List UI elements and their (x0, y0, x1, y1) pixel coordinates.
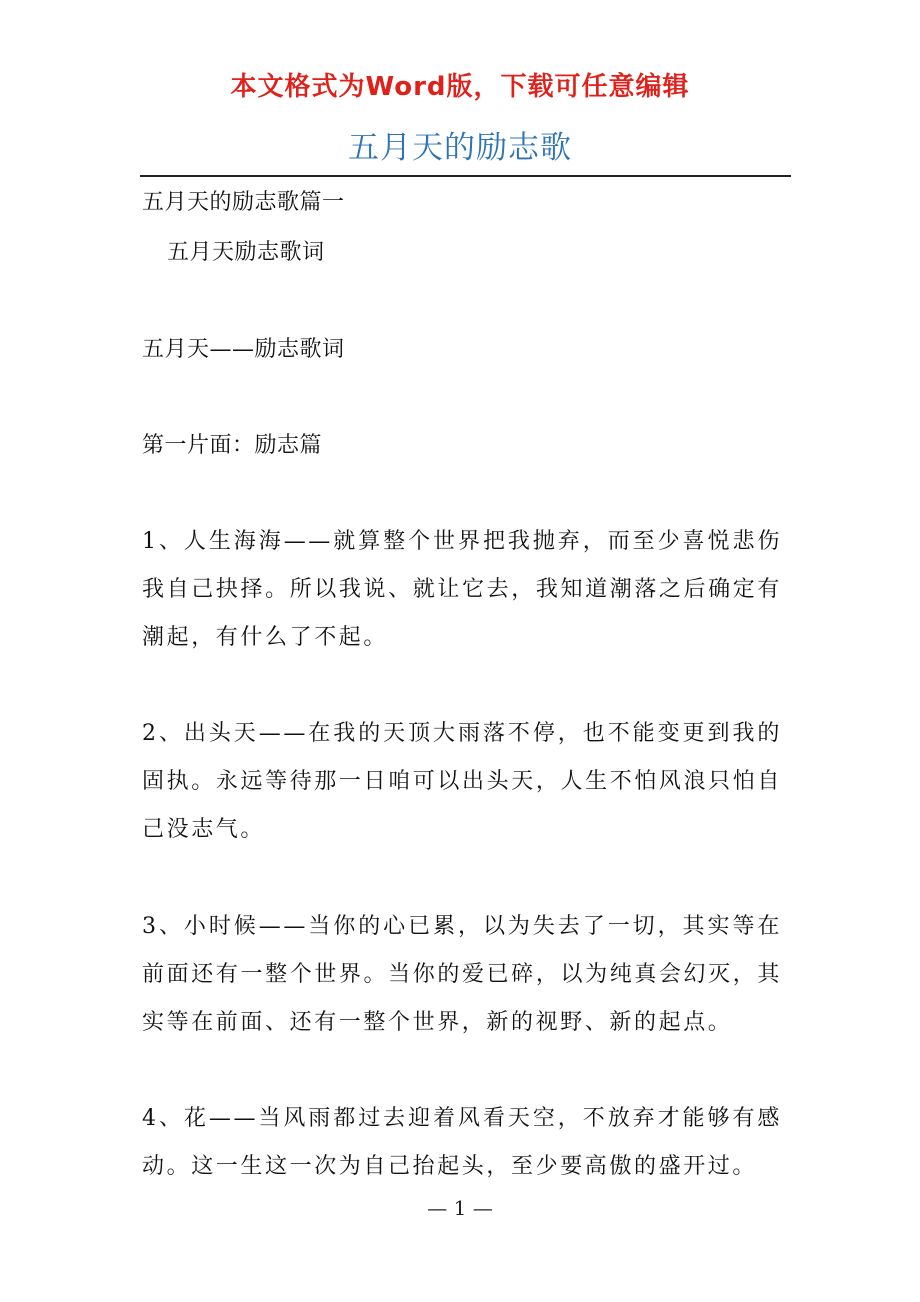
format-notice-banner: 本文格式为Word版，下载可任意编辑 (230, 72, 690, 102)
paragraph-4: 4、花——当风雨都过去迎着风看天空，不放弃才能够有感动。这一生这一次为自己抬起头，至少要高傲的盛开过。 (142, 1106, 782, 1179)
page-number: — 1 — (427, 1196, 493, 1220)
section-heading: 五月天的励志歌篇一 (142, 190, 345, 215)
document-title: 五月天的励志歌 (348, 130, 572, 166)
paragraph-1: 1、人生海海——就算整个世界把我抛弃，而至少喜悦悲伤我自己抉择。所以我说、就让它去，我知道潮落之后确定有潮起，有什么了不起。 (142, 529, 782, 650)
title-divider (140, 175, 791, 177)
subheading: 五月天励志歌词 (167, 240, 325, 265)
lyrics-title: 五月天——励志歌词 (142, 337, 345, 362)
part-title: 第一片面：励志篇 (142, 433, 323, 458)
paragraph-2: 2、出头天——在我的天顶大雨落不停，也不能变更到我的固执。永远等待那一日咱可以出头天，人生不怕风浪只怕自己没志气。 (142, 721, 782, 842)
paragraph-3: 3、小时候——当你的心已累，以为失去了一切，其实等在前面还有一整个世界。当你的爱已碎，以为纯真会幻灭，其实等在前面、还有一整个世界，新的视野、新的起点。 (142, 914, 782, 1035)
